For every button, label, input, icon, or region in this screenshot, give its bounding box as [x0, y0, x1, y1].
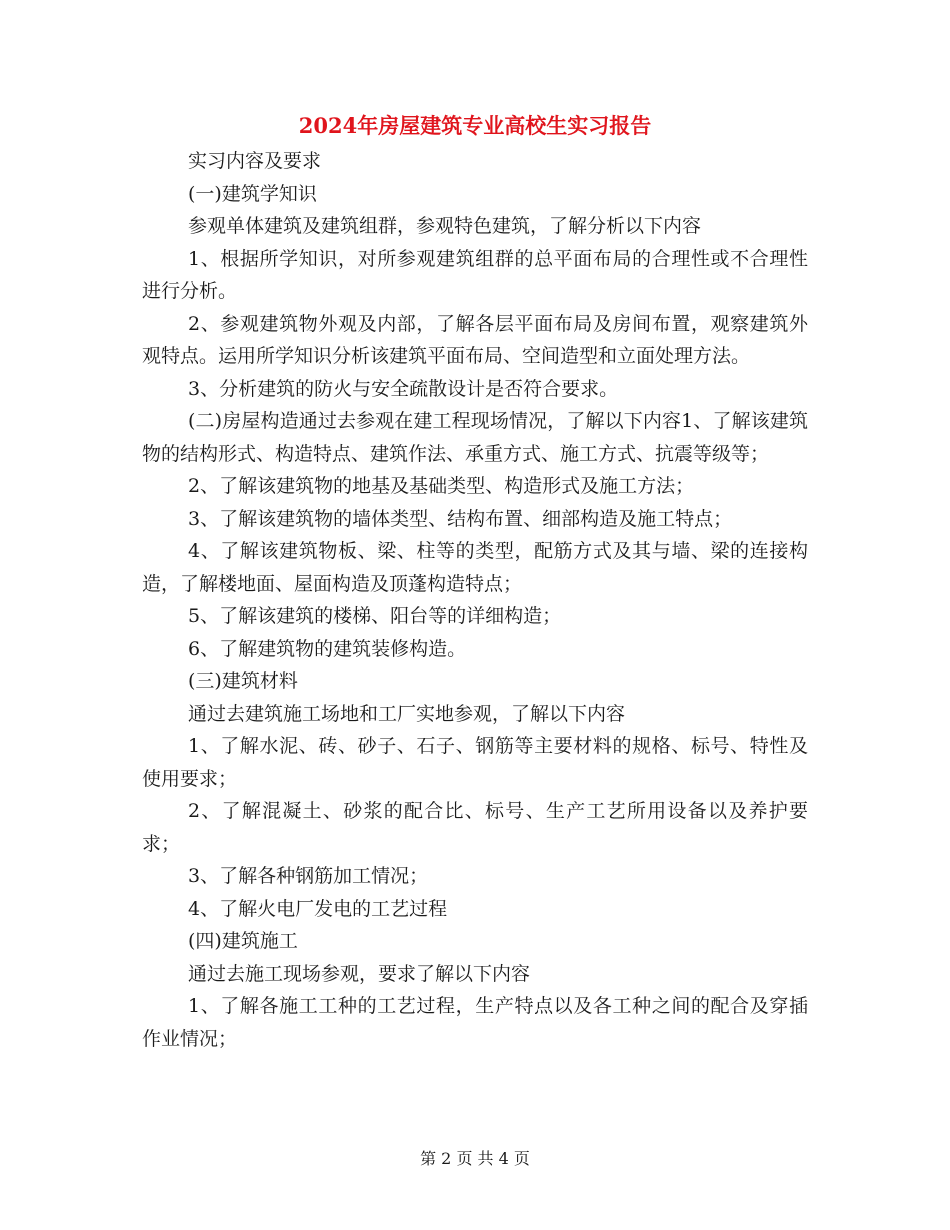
paragraph: 4、了解火电厂发电的工艺过程 — [188, 897, 448, 920]
paragraph: 5、了解该建筑的楼梯、阳台等的详细构造； — [188, 605, 562, 627]
paragraph: 6、了解建筑物的建筑装修构造。 — [188, 637, 467, 660]
paragraph: (二)房屋构造通过去参观在建工程现场情况，了解以下内容1、了解该建筑物的结构形式、构造特点、建筑作法、承重方式、施工方式、抗震等级等； — [142, 410, 808, 465]
page-number-footer: 第 2 页 共 4 页 — [420, 1149, 530, 1168]
paragraph: 实习内容及要求 — [188, 150, 322, 172]
paragraph: 通过去施工现场参观，要求了解以下内容 — [188, 962, 531, 985]
paragraph: 1、了解水泥、砖、砂子、石子、钢筋等主要材料的规格、标号、特性及使用要求； — [142, 735, 808, 790]
document-body — [142, 145, 808, 1055]
document-title: 2024年房屋建筑专业高校生实习报告 — [298, 113, 652, 138]
paragraph: 2、了解该建筑物的地基及基础类型、构造形式及施工方法； — [188, 475, 695, 497]
paragraph: 3、了解各种钢筋加工情况； — [188, 865, 429, 887]
paragraph: 1、了解各施工工种的工艺过程，生产特点以及各工种之间的配合及穿插作业情况； — [142, 995, 808, 1050]
section-heading: (四)建筑施工 — [188, 930, 298, 952]
paragraph: 3、分析建筑的防火与安全疏散设计是否符合要求。 — [188, 377, 619, 400]
section-heading: (三)建筑材料 — [188, 670, 298, 692]
paragraph: 1、根据所学知识，对所参观建筑组群的总平面布局的合理性或不合理性进行分析。 — [142, 247, 808, 302]
paragraph: 参观单体建筑及建筑组群，参观特色建筑，了解分析以下内容 — [188, 215, 702, 237]
paragraph: 2、参观建筑物外观及内部，了解各层平面布局及房间布置，观察建筑外观特点。运用所学知识分析该建筑平面布局、空间造型和立面处理方法。 — [142, 312, 808, 367]
paragraph: 4、了解该建筑物板、梁、柱等的类型，配筋方式及其与墙、梁的连接构造，了解楼地面、屋面构造及顶蓬构造特点； — [142, 540, 808, 595]
section-heading: (一)建筑学知识 — [188, 182, 317, 205]
paragraph: 3、了解该建筑物的墙体类型、结构布置、细部构造及施工特点； — [188, 507, 733, 530]
paragraph: 通过去建筑施工场地和工厂实地参观，了解以下内容 — [188, 702, 626, 725]
paragraph: 2、了解混凝土、砂浆的配合比、标号、生产工艺所用设备以及养护要求； — [142, 800, 808, 855]
